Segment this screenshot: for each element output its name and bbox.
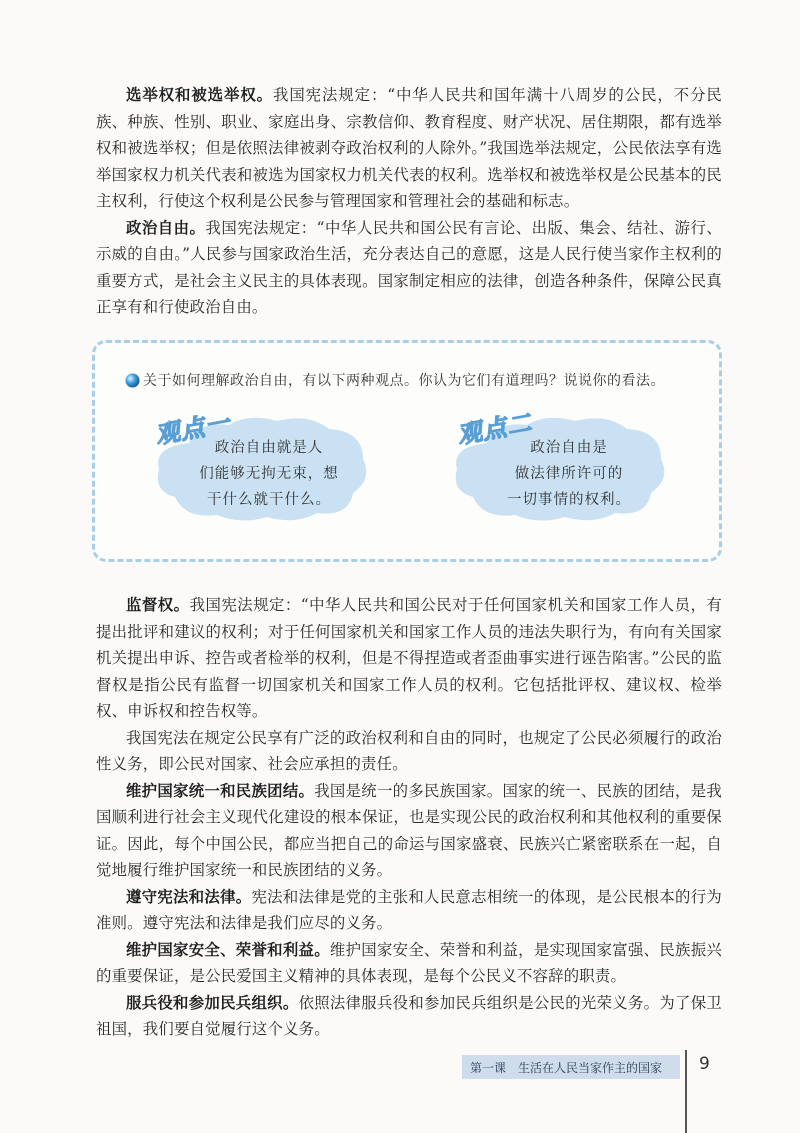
paragraph-body: 我国宪法规定：“中华人民共和国公民有言论、出版、集会、结社、游行、示威的自由。”人民参与国家政治生活，充分表达自己的意愿，这是人民行使当家作主权利的重要方式，是社会主义民主的具体表现。国家制定相应的法律，创造各种条件，保障公民真正享有和行使政治自由。 xyxy=(96,218,722,316)
paragraph-supervision-rights xyxy=(96,592,722,725)
paragraph-lead: 政治自由。 xyxy=(126,218,206,237)
paragraph-body: 我国是统一的多民族国家。国家的统一、民族的团结，是我国顺利进行社会主义现代化建设的根本保证，也是实现公民的政治权利和其他权利的重要保证。因此，每个中国公民，都应当把自己的命运与国家盛衰、民族兴亡紧密联系在一起，自觉地履行维护国家统一和民族团结的义务。 xyxy=(96,781,723,879)
viewpoint-two-title: 观点二 xyxy=(455,408,535,450)
paragraph-obey-law xyxy=(96,884,722,937)
paragraph-national-unity xyxy=(96,778,722,884)
paragraph-lead: 维护国家安全、荣誉和利益。 xyxy=(126,940,330,959)
page-number: 9 xyxy=(699,1054,710,1074)
discussion-question: 关于如何理解政治自由，有以下两种观点。你认为它们有道理吗？说说你的看法。 xyxy=(143,373,665,389)
paragraph-political-freedom xyxy=(96,215,722,321)
paragraph-political-duties xyxy=(96,725,722,778)
paragraph-lead: 遵守宪法和法律。 xyxy=(126,887,252,906)
viewpoint-one-text xyxy=(189,435,349,513)
paragraph-lead: 监督权。 xyxy=(126,596,190,614)
globe-bullet-icon xyxy=(125,373,140,388)
footer-divider xyxy=(685,1050,687,1133)
viewpoint-line: 政治自由就是人 xyxy=(214,440,324,456)
viewpoint-one-cloud xyxy=(149,408,373,523)
paragraph-national-security xyxy=(96,937,722,990)
paragraph-lead: 选举权和被选举权。 xyxy=(126,86,273,104)
viewpoint-line: 干什么就干什么。 xyxy=(207,492,331,508)
viewpoint-two-cloud xyxy=(447,408,671,523)
paragraph-military-service xyxy=(96,990,722,1043)
viewpoint-line: 做法律所许可的 xyxy=(514,466,624,482)
discussion-box xyxy=(92,340,722,562)
paragraph-body: 维护国家安全、荣誉和利益，是实现国家富强、民族振兴的重要保证，是公民爱国主义精神的具体表现，是每个公民义不容辞的职责。 xyxy=(96,940,722,985)
viewpoint-line: 们能够无拘无束，想 xyxy=(199,466,339,482)
footer-lesson-title: 第一课 生活在人民当家作主的国家 xyxy=(470,1061,663,1075)
paragraph-voting-rights xyxy=(96,82,722,215)
paragraph-body: 我国宪法在规定公民享有广泛的政治权利和自由的同时，也规定了公民必须履行的政治性义务，即公民对国家、社会应承担的责任。 xyxy=(96,728,722,773)
paragraph-lead: 服兵役和参加民兵组织。 xyxy=(126,993,299,1012)
viewpoint-one-title: 观点一 xyxy=(153,408,233,450)
viewpoint-line: 政治自由是 xyxy=(530,440,608,456)
paragraph-lead: 维护国家统一和民族团结。 xyxy=(126,781,315,800)
viewpoint-line: 一切事情的权利。 xyxy=(507,492,631,508)
viewpoint-two-text xyxy=(489,435,649,513)
paragraph-body: 宪法和法律是党的主张和人民意志相统一的体现，是公民根本的行为准则。遵守宪法和法律是我们应尽的义务。 xyxy=(96,887,722,932)
text-section-bottom xyxy=(96,592,722,1043)
paragraph-body: 依照法律服兵役和参加民兵组织是公民的光荣义务。为了保卫祖国，我们要自觉履行这个义务。 xyxy=(96,993,723,1038)
paragraph-body: 我国宪法规定：“中华人民共和国年满十八周岁的公民，不分民族、种族、性别、职业、家庭出身、宗教信仰、教育程度、财产状况、居住期限，都有选举权和被选举权；但是依照法律被剥夺政治权利的人除外。”我国选举法规定，公民依法享有选举国家权力机关代表和被选为国家权力机关代表的权利。选举权和被选举权是公民基本的民主权利，行使这个权利是公民参与管理国家和管理社会的基础和标志。 xyxy=(96,86,722,210)
text-section-top xyxy=(96,82,722,321)
paragraph-body: 我国宪法规定：“中华人民共和国公民对于任何国家机关和国家工作人员，有提出批评和建议的权利；对于任何国家机关和国家工作人员的违法失职行为，有向有关国家机关提出申诉、控告或者检举的权利，但是不得捏造或者歪曲事实进行诬告陷害。”公民的监督权是指公民有监督一切国家机关和国家工作人员的权利。它包括批评权、建议权、检举权、申诉权和控告权等。 xyxy=(96,596,722,720)
